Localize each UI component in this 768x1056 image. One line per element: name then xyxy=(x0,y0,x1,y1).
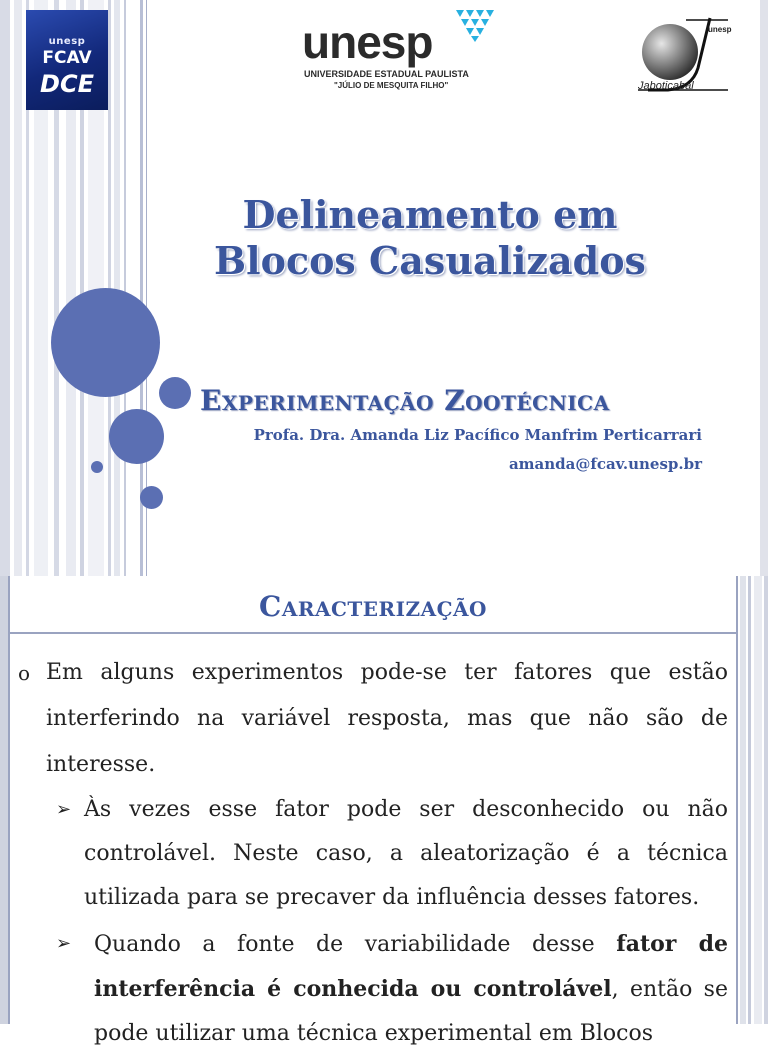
dce-logo xyxy=(26,10,108,110)
list-item-sub xyxy=(56,788,728,920)
sub-bullet-text-part: , então se pode utilizar uma técnica experimental em Blocos xyxy=(94,977,728,1046)
jaboticabal-logo xyxy=(628,8,740,96)
author-email: amanda@fcav.unesp.br xyxy=(508,455,702,473)
list-item-sub xyxy=(56,922,728,1056)
arrow-bullet-icon: ➢ xyxy=(56,933,72,954)
list-item xyxy=(18,650,728,788)
unesp-logo-subtitle: UNIVERSIDADE ESTADUAL PAULISTA xyxy=(304,69,469,79)
decorative-circle-small xyxy=(159,377,191,409)
sub-bullet-bold-text: fator de interferência é conhecida ou controlável xyxy=(94,931,729,1002)
sub-bullet-text-part: Quando a fonte de variabilidade desse xyxy=(94,932,617,957)
slide-frame-left xyxy=(0,0,10,576)
slide-heading: Caracterização xyxy=(259,590,487,623)
bullet-text: Em alguns experimentos pode-se ter fatores que estão interferindo na variável resposta, mas que não são de interesse. xyxy=(46,660,728,777)
slide-title xyxy=(150,192,710,284)
sub-bullet-text xyxy=(94,922,728,1056)
slide-frame-right xyxy=(760,0,768,576)
dce-logo-unesp: unesp xyxy=(48,36,86,47)
course-subtitle: Experimentação Zootécnica xyxy=(200,384,610,417)
jaboticabal-logo-city: Jaboticabal xyxy=(638,80,694,92)
arrow-bullet-icon: ➢ xyxy=(56,799,72,820)
unesp-logo-subtitle-2: "JÚLIO DE MESQUITA FILHO" xyxy=(334,81,449,90)
content-slide xyxy=(0,576,768,1046)
slide-title-line-2: Blocos Casualizados xyxy=(214,238,646,283)
decorative-circle-dot xyxy=(91,461,103,473)
dce-logo-fcav: FCAV xyxy=(42,48,92,68)
decorative-circle-small-2 xyxy=(140,486,163,509)
slide-title-line-1: Delineamento em xyxy=(242,192,618,237)
unesp-triangles-icon xyxy=(452,8,496,42)
slide-frame-left-line xyxy=(8,576,10,1024)
slide-frame-left xyxy=(0,576,8,1024)
decorative-stripes-right xyxy=(736,576,768,1024)
unesp-logo xyxy=(300,6,500,92)
author-name: Profa. Dra. Amanda Liz Pacífico Manfrim Perticarrari xyxy=(253,426,702,444)
unesp-logo-word: unesp xyxy=(302,16,433,68)
decorative-circle-large xyxy=(51,288,160,397)
sub-bullet-text: Às vezes esse fator pode ser desconhecido ou não controlável. Neste caso, a aleatorização é a técnica utilizada para se precaver da influência desses fatores. xyxy=(84,797,728,910)
decorative-circle-medium xyxy=(109,409,164,464)
dce-logo-dce: DCE xyxy=(40,70,94,98)
jaboticabal-logo-unesp: unesp xyxy=(708,25,732,34)
bullet-circle-icon: o xyxy=(18,661,31,685)
heading-divider xyxy=(10,632,736,634)
